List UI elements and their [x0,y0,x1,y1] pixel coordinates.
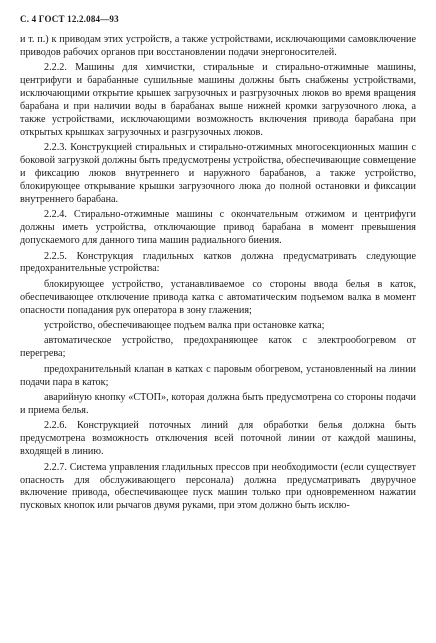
paragraph-2-2-6: 2.2.6. Конструкцией поточных линий для обработки белья должна быть предусмотрена возможность отключения всей поточной линии от каждой машины, входящей в линию. [20,420,416,458]
list-item-emergency-stop: аварийную кнопку «СТОП», которая должна быть предусмотрена со стороны подачи и приема белья. [20,392,416,416]
paragraph-2-2-3: 2.2.3. Конструкцией стиральных и стирально-отжимных многосекционных машин с боковой загрузкой должны быть предусмотрены устройства, обеспечивающие совмещение и фиксацию люков внутреннего и наружного барабанов, а также устройство, блокирующее открывание крышки загрузочного люка до полной остановки и фиксации внутреннего барабана. [20,142,416,205]
list-item-roller-lift-device: устройство, обеспечивающее подъем валка при остановке катка; [44,320,325,332]
paragraph-2-2-5: 2.2.5. Конструкция гладильных катков должна предусматривать следующие предохранительные устройства: [20,250,416,275]
list-item-safety-valve: предохранительный клапан в катках с паровым обогревом, установленный на линии подачи пара в каток; [20,363,416,388]
list-item-overheat-device: автоматическое устройство, предохраняющее каток с электрообогревом от перегрева; [20,335,416,360]
list-item-blocking-device: блокирующее устройство, устанавливаемое со стороны ввода белья в каток, обеспечивающее отключение привода катка с автоматическим подъемом валка в момент опасности попадания рук оператора в зону глажения; [20,278,416,316]
paragraph-2-2-7: 2.2.7. Система управления гладильных прессов при необходимости (если существует опасность для обслуживающего персонала) должна предусматривать двуручное включение привода, обеспечивающее пуск машин только при одновременном нажатии пусковых кнопок или рычагов двумя руками, при этом должно быть исклю- [20,461,416,512]
paragraph-2-2-4: 2.2.4. Стирально-отжимные машины с окончательным отжимом и центрифуги должны иметь устройства, отключающие привод барабана в момент превышения допускаемого для данного типа машин радиального биения. [20,209,416,247]
paragraph-continuation: и т. п.) к приводам этих устройств, а также устройствами, исключающими самовключение приводов рабочих органов при восстановлении подачи энергоносителей. [20,34,416,58]
document-body [20,34,416,513]
paragraph-2-2-2: 2.2.2. Машины для химчистки, стиральные и стирально-отжимные машины, центрифуги и барабанные сушильные машины должны быть снабжены устройствами, исключающими открытие крышек загрузочных и разгрузочных люков во время вращения барабана и при наличии воды в барабанах выше нижней кромки загрузочного люка, а также устройствами, исключающими возможность включения привода барабана при открытых крышках загрузочных и разгрузочных люков. [20,62,416,138]
page-header: С. 4 ГОСТ 12.2.084—93 [20,14,119,24]
